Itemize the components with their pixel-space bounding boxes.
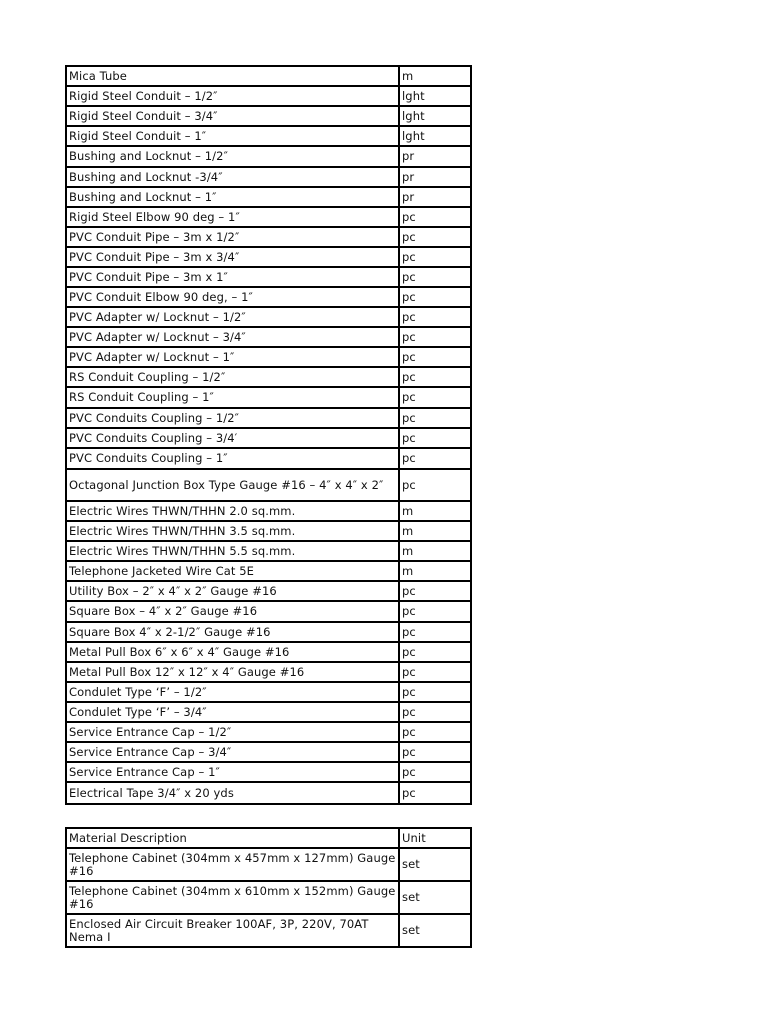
table-row [66,581,471,601]
material-description-cell: PVC Adapter w/ Locknut – 1/2″ [66,307,399,327]
material-description-cell: Condulet Type ‘F’ – 3/4″ [66,702,399,722]
unit-cell: pc [399,642,471,662]
unit-cell: pc [399,622,471,642]
unit-cell: pc [399,581,471,601]
unit-cell: pc [399,387,471,408]
unit-cell: set [399,848,471,881]
material-description-cell: PVC Conduits Coupling – 1/2″ [66,408,399,428]
unit-cell: pc [399,782,471,804]
material-description-cell: PVC Conduit Elbow 90 deg, – 1″ [66,287,399,307]
material-description-table-body [66,828,471,947]
table-row [66,387,471,408]
table-row [66,66,471,86]
material-description-cell: Rigid Steel Elbow 90 deg – 1″ [66,207,399,227]
table-row [66,881,471,914]
unit-cell: m [399,541,471,561]
material-description-cell: Bushing and Locknut -3/4″ [66,167,399,187]
table-row [66,347,471,367]
table-row [66,782,471,804]
unit-cell: lght [399,126,471,146]
material-description-cell: Electric Wires THWN/THHN 2.0 sq.mm. [66,501,399,521]
unit-cell: m [399,561,471,581]
material-description-cell: RS Conduit Coupling – 1″ [66,387,399,408]
unit-cell: lght [399,86,471,106]
table-row [66,267,471,287]
unit-cell: pc [399,267,471,287]
material-description-cell: Enclosed Air Circuit Breaker 100AF, 3P, 220V, 70AT Nema I [66,914,399,947]
material-description-cell: PVC Conduits Coupling – 3/4′ [66,428,399,448]
table-row [66,662,471,682]
unit-cell: pc [399,682,471,702]
unit-cell: pc [399,702,471,722]
table-row [66,86,471,106]
materials-table [65,65,472,805]
table-row [66,428,471,448]
material-description-cell: Electrical Tape 3/4″ x 20 yds [66,782,399,804]
table-row [66,521,471,541]
table-row [66,307,471,327]
unit-cell: pc [399,207,471,227]
table-row [66,367,471,387]
unit-cell: pc [399,247,471,267]
table-row [66,501,471,521]
material-description-cell: Service Entrance Cap – 1″ [66,762,399,782]
materials-table-body [66,66,471,804]
table-row [66,702,471,722]
unit-cell: pc [399,307,471,327]
material-description-cell: Rigid Steel Conduit – 3/4″ [66,106,399,126]
table-row [66,126,471,146]
material-description-cell: Rigid Steel Conduit – 1/2″ [66,86,399,106]
table-row [66,408,471,428]
table-row [66,167,471,187]
material-description-table [65,827,472,948]
table-row [66,469,471,501]
material-description-cell: PVC Conduit Pipe – 3m x 1/2″ [66,227,399,247]
table-row [66,722,471,742]
unit-cell: pc [399,367,471,387]
table-row [66,762,471,782]
unit-cell: m [399,501,471,521]
material-description-cell: Rigid Steel Conduit – 1″ [66,126,399,146]
material-description-cell: Telephone Cabinet (304mm x 457mm x 127mm) Gauge #16 [66,848,399,881]
table-row [66,914,471,947]
unit-cell: pc [399,327,471,347]
material-description-cell: Service Entrance Cap – 3/4″ [66,742,399,762]
table-row [66,642,471,662]
material-description-cell: Square Box 4″ x 2-1/2″ Gauge #16 [66,622,399,642]
table-row [66,247,471,267]
material-description-cell: Bushing and Locknut – 1/2″ [66,146,399,167]
unit-cell: pc [399,287,471,307]
table-row [66,287,471,307]
table-row [66,742,471,762]
unit-cell: pc [399,347,471,367]
material-description-cell: PVC Adapter w/ Locknut – 1″ [66,347,399,367]
table-row [66,106,471,126]
material-description-cell: PVC Conduit Pipe – 3m x 3/4″ [66,247,399,267]
table-row [66,146,471,167]
material-description-cell: Telephone Jacketed Wire Cat 5E [66,561,399,581]
material-description-cell: RS Conduit Coupling – 1/2″ [66,367,399,387]
material-description-cell: Utility Box – 2″ x 4″ x 2″ Gauge #16 [66,581,399,601]
unit-cell: set [399,914,471,947]
table-row [66,848,471,881]
unit-cell: m [399,66,471,86]
unit-cell: pr [399,146,471,167]
material-description-cell: PVC Conduits Coupling – 1″ [66,448,399,469]
unit-cell: pc [399,762,471,782]
table-row [66,622,471,642]
header-description: Material Description [66,828,399,848]
unit-cell: pc [399,722,471,742]
unit-cell: pc [399,662,471,682]
unit-cell: pc [399,227,471,247]
material-description-cell: Octagonal Junction Box Type Gauge #16 – 4″ x 4″ x 2″ [66,469,399,501]
material-description-cell: PVC Adapter w/ Locknut – 3/4″ [66,327,399,347]
material-description-cell: Electric Wires THWN/THHN 5.5 sq.mm. [66,541,399,561]
unit-cell: pr [399,187,471,207]
material-description-cell: PVC Conduit Pipe – 3m x 1″ [66,267,399,287]
material-description-cell: Service Entrance Cap – 1/2″ [66,722,399,742]
unit-cell: pc [399,601,471,622]
material-description-cell: Square Box – 4″ x 2″ Gauge #16 [66,601,399,622]
table-row [66,682,471,702]
unit-cell: pc [399,408,471,428]
unit-cell: pc [399,428,471,448]
table-row [66,541,471,561]
unit-cell: pc [399,742,471,762]
header-unit: Unit [399,828,471,848]
unit-cell: lght [399,106,471,126]
material-description-cell: Mica Tube [66,66,399,86]
table-row [66,187,471,207]
table-row [66,601,471,622]
table-row [66,327,471,347]
table-row [66,227,471,247]
unit-cell: pc [399,469,471,501]
material-description-cell: Metal Pull Box 6″ x 6″ x 4″ Gauge #16 [66,642,399,662]
unit-cell: m [399,521,471,541]
table-row [66,448,471,469]
material-description-cell: Metal Pull Box 12″ x 12″ x 4″ Gauge #16 [66,662,399,682]
material-description-cell: Electric Wires THWN/THHN 3.5 sq.mm. [66,521,399,541]
material-description-cell: Telephone Cabinet (304mm x 610mm x 152mm) Gauge #16 [66,881,399,914]
unit-cell: pr [399,167,471,187]
table-row [66,561,471,581]
material-description-cell: Condulet Type ‘F’ – 1/2″ [66,682,399,702]
header-row [66,828,471,848]
table-row [66,207,471,227]
unit-cell: pc [399,448,471,469]
unit-cell: set [399,881,471,914]
material-description-cell: Bushing and Locknut – 1″ [66,187,399,207]
